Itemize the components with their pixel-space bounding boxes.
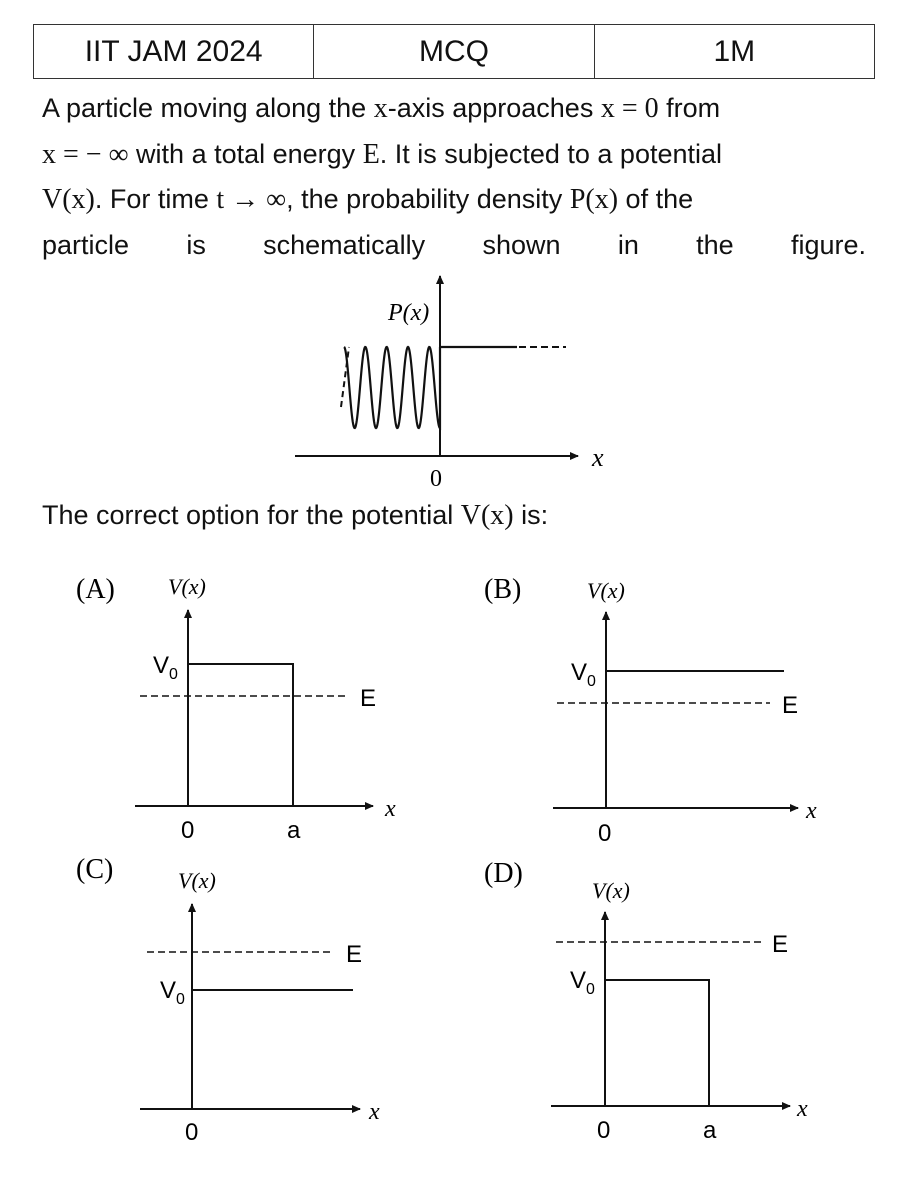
question-type-cell: MCQ (314, 25, 594, 79)
option-d-e-label: E (772, 931, 789, 958)
option-d-graph[interactable] (484, 858, 808, 1144)
option-d-zero-label: 0 (597, 1117, 611, 1144)
option-b-x-label: x (806, 798, 817, 824)
question-line-2: x = − ∞ with a total energy E. It is subjected to a potential (42, 138, 723, 170)
pdf-x-label: x (592, 443, 604, 472)
option-c-graph[interactable] (76, 854, 380, 1146)
option-a-x-label: x (385, 796, 396, 822)
option-c-x-label: x (369, 1099, 380, 1125)
option-a-barrier (188, 664, 293, 806)
option-a-v0-label: $V_0$ (153, 652, 178, 683)
answer-prompt: The correct option for the potential V(x) is: (42, 500, 549, 531)
option-d-label: (D) (484, 858, 523, 889)
option-b-graph[interactable] (484, 574, 817, 847)
option-a-zero-label: 0 (181, 817, 195, 844)
option-a-e-label: E (360, 685, 377, 712)
option-a-label: (A) (76, 574, 115, 605)
option-a-y-label: V(x) (168, 574, 206, 599)
option-a-a-label: a (287, 817, 301, 844)
option-c-y-label: V(x) (178, 868, 216, 893)
option-c-zero-label: 0 (185, 1119, 199, 1146)
option-b-y-label: V(x) (587, 578, 625, 603)
pdf-y-label: P(x) (388, 300, 430, 326)
option-d-barrier (605, 980, 709, 1106)
option-b-label: (B) (484, 574, 522, 605)
option-a-graph[interactable] (76, 574, 396, 844)
option-d-y-label: V(x) (592, 878, 630, 903)
pdf-origin-label: 0 (430, 466, 442, 492)
option-d-a-label: a (703, 1117, 717, 1144)
option-b-e-label: E (782, 692, 799, 719)
exam-name-cell: IIT JAM 2024 (34, 25, 314, 79)
question-line-3: V(x). For time t → ∞, the probability density P(x) of the (42, 184, 694, 215)
question-line-4: particle is schematically shown in the figure. (42, 229, 866, 260)
option-c-v0-label: $V_0$ (160, 977, 185, 1008)
option-d-v0-label: $V_0$ (570, 967, 595, 998)
option-b-v0-label: $V_0$ (571, 659, 596, 690)
option-b-zero-label: 0 (598, 820, 612, 847)
marks-cell: 1M (594, 25, 874, 79)
option-c-e-label: E (346, 941, 363, 968)
question-line-1: A particle moving along the x-axis approaches x = 0 from (42, 93, 721, 124)
option-d-x-label: x (797, 1096, 808, 1122)
option-c-label: (C) (76, 854, 114, 885)
